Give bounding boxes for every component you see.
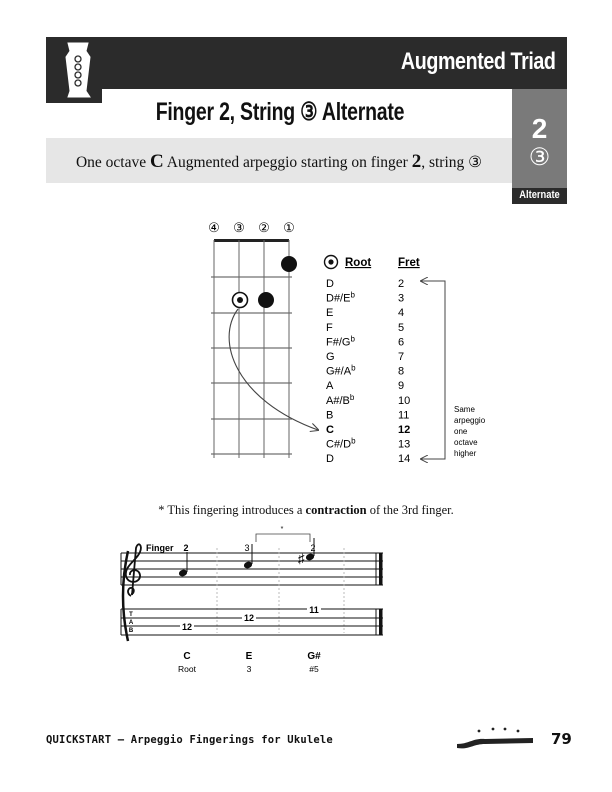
note-table-fret: 4 [398, 307, 405, 320]
interval-label: 3 [246, 664, 252, 674]
tab-fret: 12 [243, 613, 255, 623]
note-table-fret: 3 [398, 292, 405, 305]
note-table-fret: 8 [398, 365, 405, 378]
note-table-fret: 5 [398, 321, 405, 334]
string-number-3: ③ [233, 220, 245, 235]
note-emphasis: contraction [305, 503, 367, 517]
note-name: C [183, 651, 191, 662]
note-table-note: $D\#/E^b$ [326, 290, 355, 305]
note-table-fret: 11 [398, 409, 410, 422]
note-table-note: B [326, 409, 334, 422]
finger-number: 2 [183, 543, 189, 553]
finger-label: Finger [146, 543, 174, 553]
note-table-note: G [326, 351, 335, 363]
svg-text:B: B [128, 628, 134, 634]
side-tab-finger: 2 [531, 113, 548, 144]
subtitle-key: C [150, 151, 164, 172]
contraction-mark: * [280, 526, 284, 533]
page-title: Finger 2, String ③ Alternate [155, 98, 405, 126]
tab-fret: 12 [181, 622, 193, 632]
finger-number: 3 [244, 543, 250, 553]
finger-number: 2 [310, 543, 316, 553]
note-table-fret: 7 [398, 351, 405, 363]
page-number: 79 [551, 730, 572, 748]
note-suffix: of the 3rd finger. [366, 503, 454, 517]
note-prefix: * This fingering introduces a [158, 503, 306, 517]
note-table-note: $C\#/D^b$ [326, 436, 356, 451]
side-tab-label: Alternate [519, 189, 560, 201]
note-table-note: $A\#/B^b$ [326, 392, 355, 407]
note-table-note: D [326, 453, 334, 466]
note-table-fret: 14 [398, 453, 411, 466]
tab-fret: 11 [309, 605, 319, 615]
note-table-note: E [326, 307, 334, 320]
subtitle-prefix: One octave [75, 154, 150, 171]
chapter-title: Augmented Triad [401, 48, 556, 75]
interval-label: Root [178, 664, 196, 674]
footer-title: QUICKSTART – Arpeggio Fingerings for Ukulele [46, 734, 333, 746]
subtitle-string: ③ [468, 154, 483, 171]
legend-fret-label: Fret [398, 257, 420, 269]
svg-text:A: A [128, 620, 134, 626]
note-table-fret: 13 [398, 438, 411, 451]
final-barline [376, 553, 383, 635]
sharp-icon: ♯ [298, 551, 305, 566]
note-table-fret: 6 [398, 336, 405, 349]
interval-label: #5 [309, 664, 319, 674]
legend-root-label: Root [345, 257, 372, 269]
note-table-note: $G\#/A^b$ [326, 363, 356, 378]
note-table-fret: 2 [398, 278, 405, 290]
note-table-fret: 12 [398, 424, 411, 436]
note-name: E [245, 651, 253, 662]
note-table-note: C [326, 424, 334, 436]
contraction-bracket [256, 534, 310, 542]
bracket-note: Same arpeggio one octave higher [454, 405, 486, 458]
tab-label [129, 612, 134, 634]
string-number-2: ② [258, 220, 270, 235]
note-c [178, 552, 188, 577]
subtitle-middle: Augmented arpeggio starting on finger [163, 154, 412, 171]
subtitle-finger: 2 [411, 151, 422, 172]
subtitle-mid2: , string [421, 154, 469, 171]
side-tab-string: ③ [528, 144, 551, 171]
system-brace [123, 551, 128, 641]
note-table-note: F [326, 321, 333, 334]
note-table-fret: 10 [398, 394, 411, 407]
note-table-note: D [326, 278, 334, 290]
note-table-note: A [326, 380, 334, 393]
ukulele-neck-icon [455, 724, 535, 750]
note-name: G# [307, 651, 321, 662]
note-table-fret: 9 [398, 380, 405, 393]
string-number-1: ① [283, 220, 295, 235]
string-number-4: ④ [208, 220, 220, 235]
note-table-note: $F\#/G^b$ [326, 334, 355, 349]
svg-text:T: T [129, 612, 133, 618]
